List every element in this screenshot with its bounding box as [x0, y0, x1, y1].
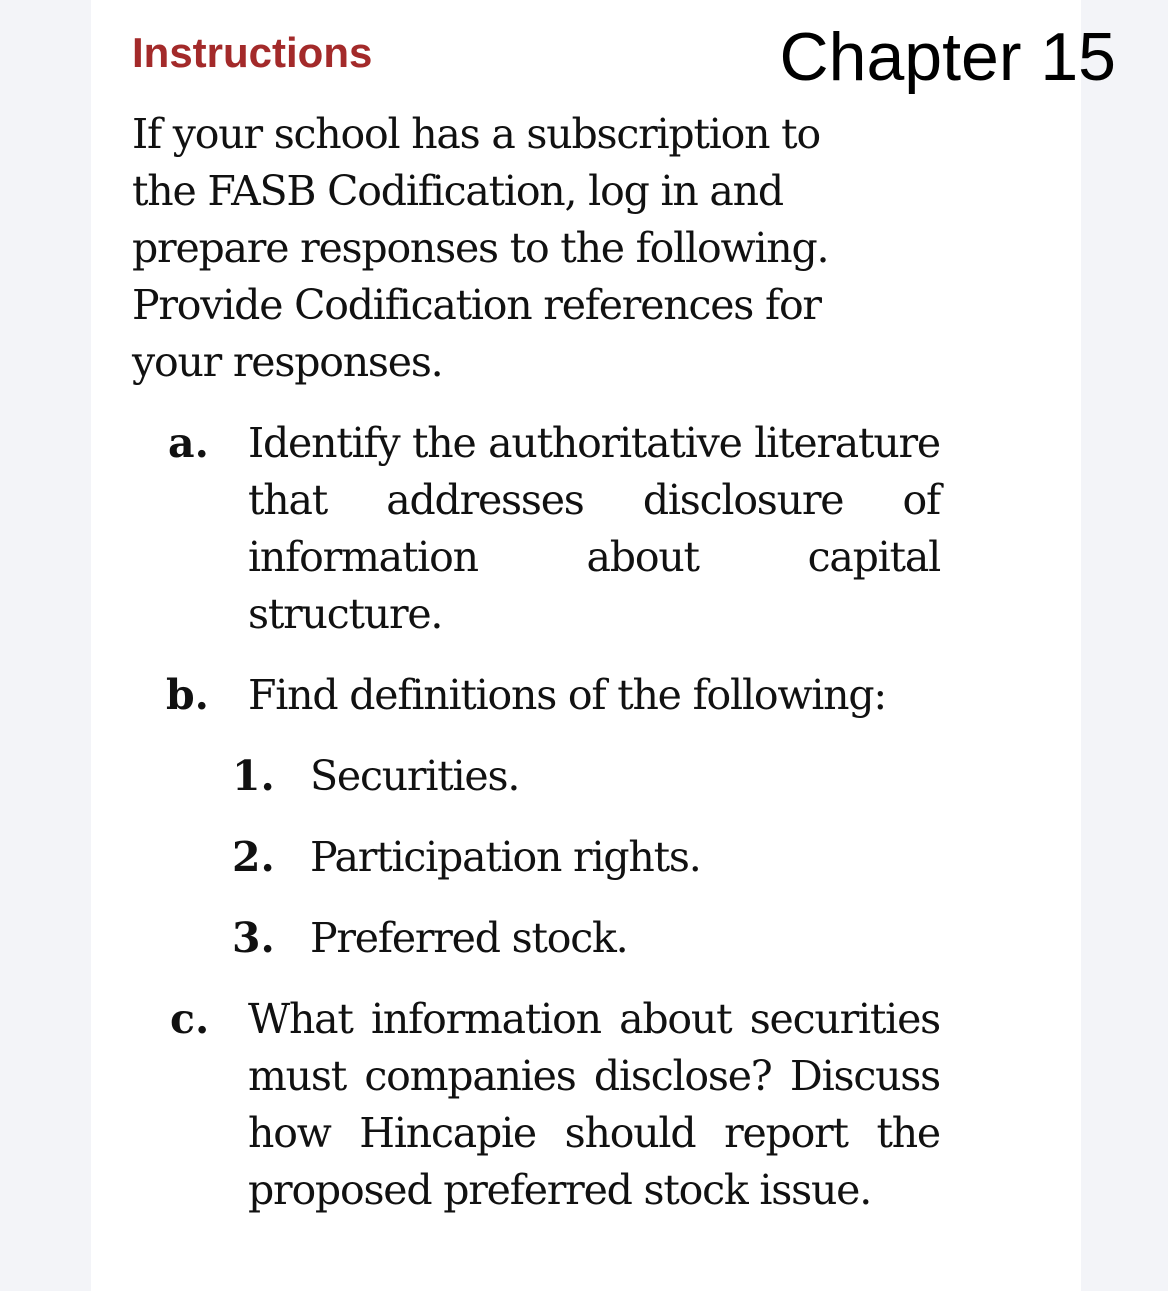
- intro-paragraph: If your school has a subscription to the FASB Codification, log in and prepare responses to the following. Provide Codification references for your responses.: [132, 110, 829, 386]
- list-marker-a: a.: [168, 419, 209, 467]
- sub-list-item-3: [0, 910, 1168, 970]
- sub-list-item-1: [0, 748, 1168, 808]
- sub-list-item-2-text: Participation rights.: [310, 833, 701, 881]
- instructions-heading: Instructions: [132, 29, 373, 76]
- list-item-b: [0, 667, 1168, 727]
- sub-list-item-2: [0, 829, 1168, 889]
- chapter-title: Chapter 15: [779, 19, 1116, 95]
- list-item-a: [0, 415, 1168, 655]
- list-item-c: [0, 991, 1168, 1281]
- sub-list-item-1-text: Securities.: [310, 752, 520, 800]
- sub-list-marker-2: 2.: [232, 833, 275, 881]
- list-item-a-text: Identify the authoritative literature that addresses disclosure of information about capital structure.: [248, 419, 940, 638]
- sub-list-item-3-text: Preferred stock.: [310, 914, 628, 962]
- sub-list-marker-3: 3.: [232, 914, 275, 962]
- sub-list-marker-1: 1.: [232, 752, 275, 800]
- list-marker-c: c.: [170, 995, 210, 1043]
- list-marker-b: b.: [166, 671, 209, 719]
- list-item-c-text: What information about securities must companies disclose? Discuss how Hincapie should report the proposed preferred stock issue.: [248, 995, 940, 1214]
- list-item-b-text: Find definitions of the following:: [248, 671, 887, 719]
